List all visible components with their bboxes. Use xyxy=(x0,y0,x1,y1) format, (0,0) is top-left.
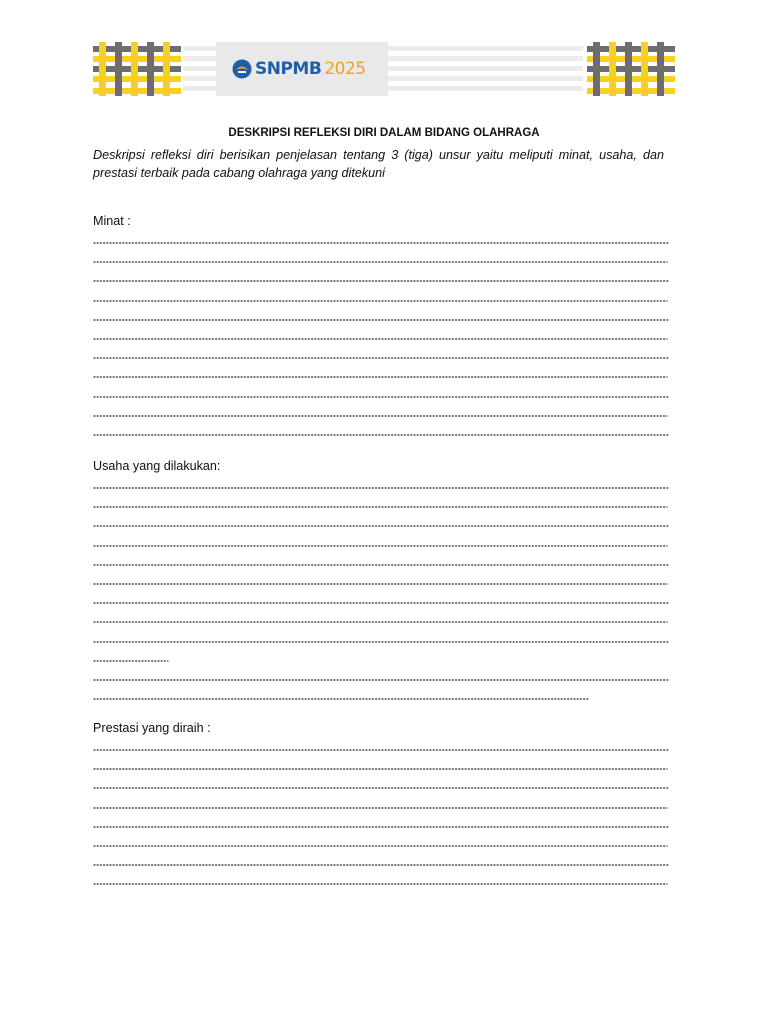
dotted-answer-line[interactable] xyxy=(93,670,670,684)
dotted-answer-line[interactable] xyxy=(93,329,670,343)
logo-wordmark: SNPMB xyxy=(255,59,322,79)
dotted-answer-line[interactable] xyxy=(93,874,670,888)
logo-year: 2025 xyxy=(324,59,366,79)
dotted-answer-line[interactable] xyxy=(93,855,670,869)
dotted-answer-line[interactable] xyxy=(93,497,670,511)
dotted-answer-line[interactable] xyxy=(93,817,670,831)
dotted-answer-line[interactable] xyxy=(93,689,670,703)
dotted-answer-line[interactable] xyxy=(93,574,670,588)
banner-right-weave xyxy=(587,42,675,96)
snpmb-logo xyxy=(232,56,366,82)
dotted-answer-line[interactable] xyxy=(93,367,670,381)
document-intro: Deskripsi refleksi diri berisikan penjelasan tentang 3 (tiga) unsur yaitu meliputi minat, usaha, dan prestasi terbaik pada cabang olahraga yang ditekuni xyxy=(93,148,664,180)
dotted-answer-line[interactable] xyxy=(93,291,670,305)
section-label-minat: Minat : xyxy=(93,214,131,228)
dotted-answer-line[interactable] xyxy=(93,740,670,754)
dotted-answer-line[interactable] xyxy=(93,759,670,773)
dotted-answer-line[interactable] xyxy=(93,406,670,420)
dotted-answer-line[interactable] xyxy=(93,425,670,439)
dotted-answer-line[interactable] xyxy=(93,536,670,550)
section-label-prestasi: Prestasi yang diraih : xyxy=(93,721,211,735)
tut-wuri-emblem-icon xyxy=(232,59,252,79)
dotted-answer-line[interactable] xyxy=(93,233,670,247)
dotted-answer-line[interactable] xyxy=(93,271,670,285)
dotted-answer-line[interactable] xyxy=(93,778,670,792)
dotted-answer-line[interactable] xyxy=(93,612,670,626)
dotted-answer-line[interactable] xyxy=(93,252,670,266)
banner-left-weave xyxy=(93,42,181,96)
dotted-answer-line[interactable] xyxy=(93,593,670,607)
dotted-answer-line[interactable] xyxy=(93,478,670,492)
dotted-answer-line[interactable] xyxy=(93,632,670,646)
dotted-answer-line[interactable] xyxy=(93,310,670,324)
dotted-answer-line[interactable] xyxy=(93,555,670,569)
banner-graphic xyxy=(93,42,675,96)
dotted-answer-line[interactable] xyxy=(93,651,670,665)
header-banner xyxy=(93,42,675,96)
dotted-answer-line[interactable] xyxy=(93,836,670,850)
dotted-answer-line[interactable] xyxy=(93,348,670,362)
section-label-usaha: Usaha yang dilakukan: xyxy=(93,459,221,473)
document-title: DESKRIPSI REFLEKSI DIRI DALAM BIDANG OLAHRAGA xyxy=(228,127,540,139)
dotted-answer-line[interactable] xyxy=(93,798,670,812)
dotted-answer-line[interactable] xyxy=(93,516,670,530)
dotted-answer-line[interactable] xyxy=(93,387,670,401)
